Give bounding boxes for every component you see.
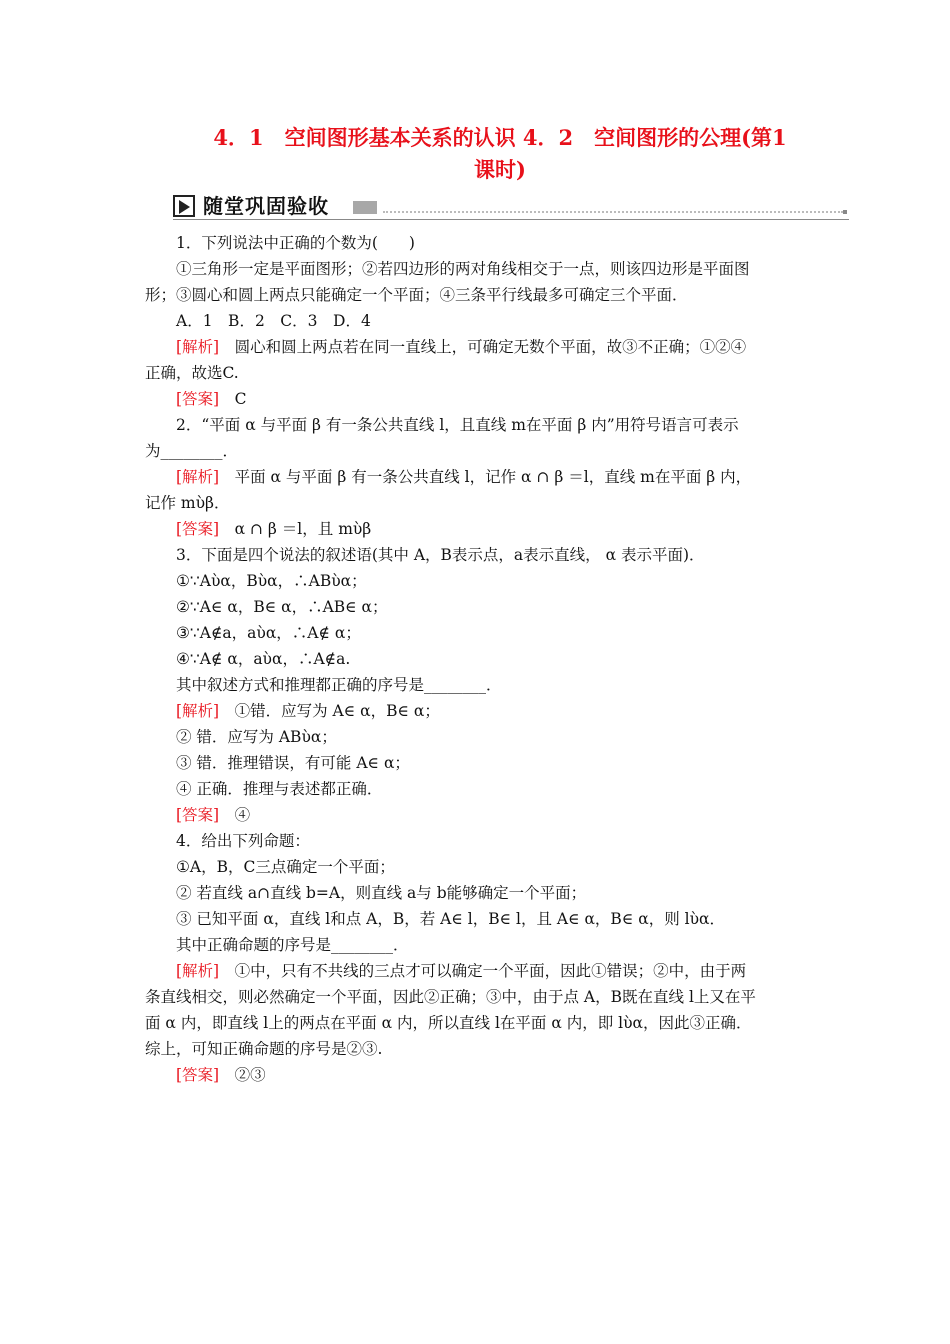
q2-stem-line-2: 为________．: [145, 442, 239, 460]
q3-analysis-line-4: ④ 正确．推理与表述都正确．: [176, 780, 383, 798]
q3-stem: 3．下面是四个说法的叙述语(其中 A，B表示点，a表示直线， α 表示平面)．: [176, 546, 705, 564]
q3-question: 其中叙述方式和推理都正确的序号是________．: [176, 676, 502, 694]
section-tag: [解析]: [176, 962, 220, 980]
q2-analysis-line-2: 记作 mὺβ．: [145, 494, 230, 512]
section-tag: [答案]: [176, 390, 220, 408]
q4-analysis-line-4: 综上，可知正确命题的序号是②③.: [145, 1040, 383, 1058]
q3-item-3: ③∵A∉a，aὺα，∴A∉ α；: [176, 624, 361, 642]
banner-rule: [173, 219, 849, 220]
q3-item-4: ④∵A∉ α，aὺα，∴A∉a.: [176, 650, 351, 668]
q1-options-line-2: 形；③圆心和圆上两点只能确定一个平面；④三条平行线最多可确定三个平面．: [145, 286, 688, 304]
q4-analysis-line-3: 面 α 内，即直线 l上的两点在平面 α 内，所以直线 l在平面 α 内，即 lὺα，因此③正确．: [145, 1014, 752, 1032]
q4-answer: [答案] ②③: [176, 1066, 266, 1084]
q2-analysis-line-1: [解析] 平面 α 与平面 β 有一条公共直线 l，记作 α ∩ β ＝l，直线 m在平面 β 内，: [176, 468, 752, 486]
q4-stem: 4．给出下列命题：: [176, 832, 310, 850]
q1-answer: [答案] C: [176, 390, 247, 408]
banner-dotted-rule: [383, 211, 843, 213]
q1-analysis-line-2: 正确，故选C.: [145, 364, 239, 382]
q1-options-line-1: ①三角形一定是平面图形；②若四边形的两对角线相交于一点，则该四边形是平面图: [176, 260, 750, 278]
section-tag: [解析]: [176, 338, 220, 356]
q4-item-3: ③ 已知平面 α，直线 l和点 A，B，若 A∈ l，B∈ l，且 A∈ α，B∈ α，则 lὺα．: [176, 910, 725, 928]
title-line-2: 课时): [474, 157, 526, 182]
document-body: [145, 230, 810, 1088]
q2-stem-line-1: 2．“平面 α 与平面 β 有一条公共直线 l，且直线 m在平面 β 内”用符号语言可表示: [176, 416, 739, 434]
q3-item-2: ②∵A∈ α，B∈ α，∴AB∈ α；: [176, 598, 388, 616]
q4-analysis-line-1: [解析] ①中，只有不共线的三点才可以确定一个平面，因此①错误；②中，由于两: [176, 962, 747, 980]
q1-choices: A．1 B．2 C．3 D．4: [176, 312, 371, 330]
q2-answer: [答案] α ∩ β ＝l，且 mὺβ: [176, 520, 372, 538]
section-banner: [173, 193, 849, 221]
q3-item-1: ①∵Aὺα，Bὺα，∴ABὺα；: [176, 572, 367, 590]
banner-decoration: [353, 201, 377, 214]
section-tag: [解析]: [176, 468, 220, 486]
section-tag: [解析]: [176, 702, 220, 720]
document-title: [140, 122, 860, 186]
banner-end-mark: [843, 210, 847, 214]
section-heading: 随堂巩固验收: [203, 194, 329, 218]
q3-analysis-line-1: [解析] ①错．应写为 A∈ α，B∈ α；: [176, 702, 440, 720]
q4-item-1: ①A，B，C三点确定一个平面；: [176, 858, 395, 876]
q1-analysis-line-1: [解析] 圆心和圆上两点若在同一直线上，可确定无数个平面，故③不正确；①②④: [176, 338, 747, 356]
arrow-icon: [173, 195, 195, 217]
q3-analysis-line-2: ② 错．应写为 ABὺα；: [176, 728, 337, 746]
q4-item-2: ② 若直线 a∩直线 b=A，则直线 a与 b能够确定一个平面；: [176, 884, 587, 902]
q3-analysis-line-3: ③ 错．推理错误，有可能 A∈ α；: [176, 754, 410, 772]
q4-question: 其中正确命题的序号是________．: [176, 936, 409, 954]
section-tag: [答案]: [176, 1066, 220, 1084]
section-tag: [答案]: [176, 520, 220, 538]
q1-stem: 1．下列说法中正确的个数为( ): [176, 234, 415, 252]
q4-analysis-line-2: 条直线相交，则必然确定一个平面，因此②正确；③中，由于点 A，B既在直线 l上又在平: [145, 988, 756, 1006]
q3-answer: [答案] ④: [176, 806, 251, 824]
section-tag: [答案]: [176, 806, 220, 824]
title-line-1: 4．1 空间图形基本关系的认识 4．2 空间图形的公理(第1: [213, 125, 787, 150]
